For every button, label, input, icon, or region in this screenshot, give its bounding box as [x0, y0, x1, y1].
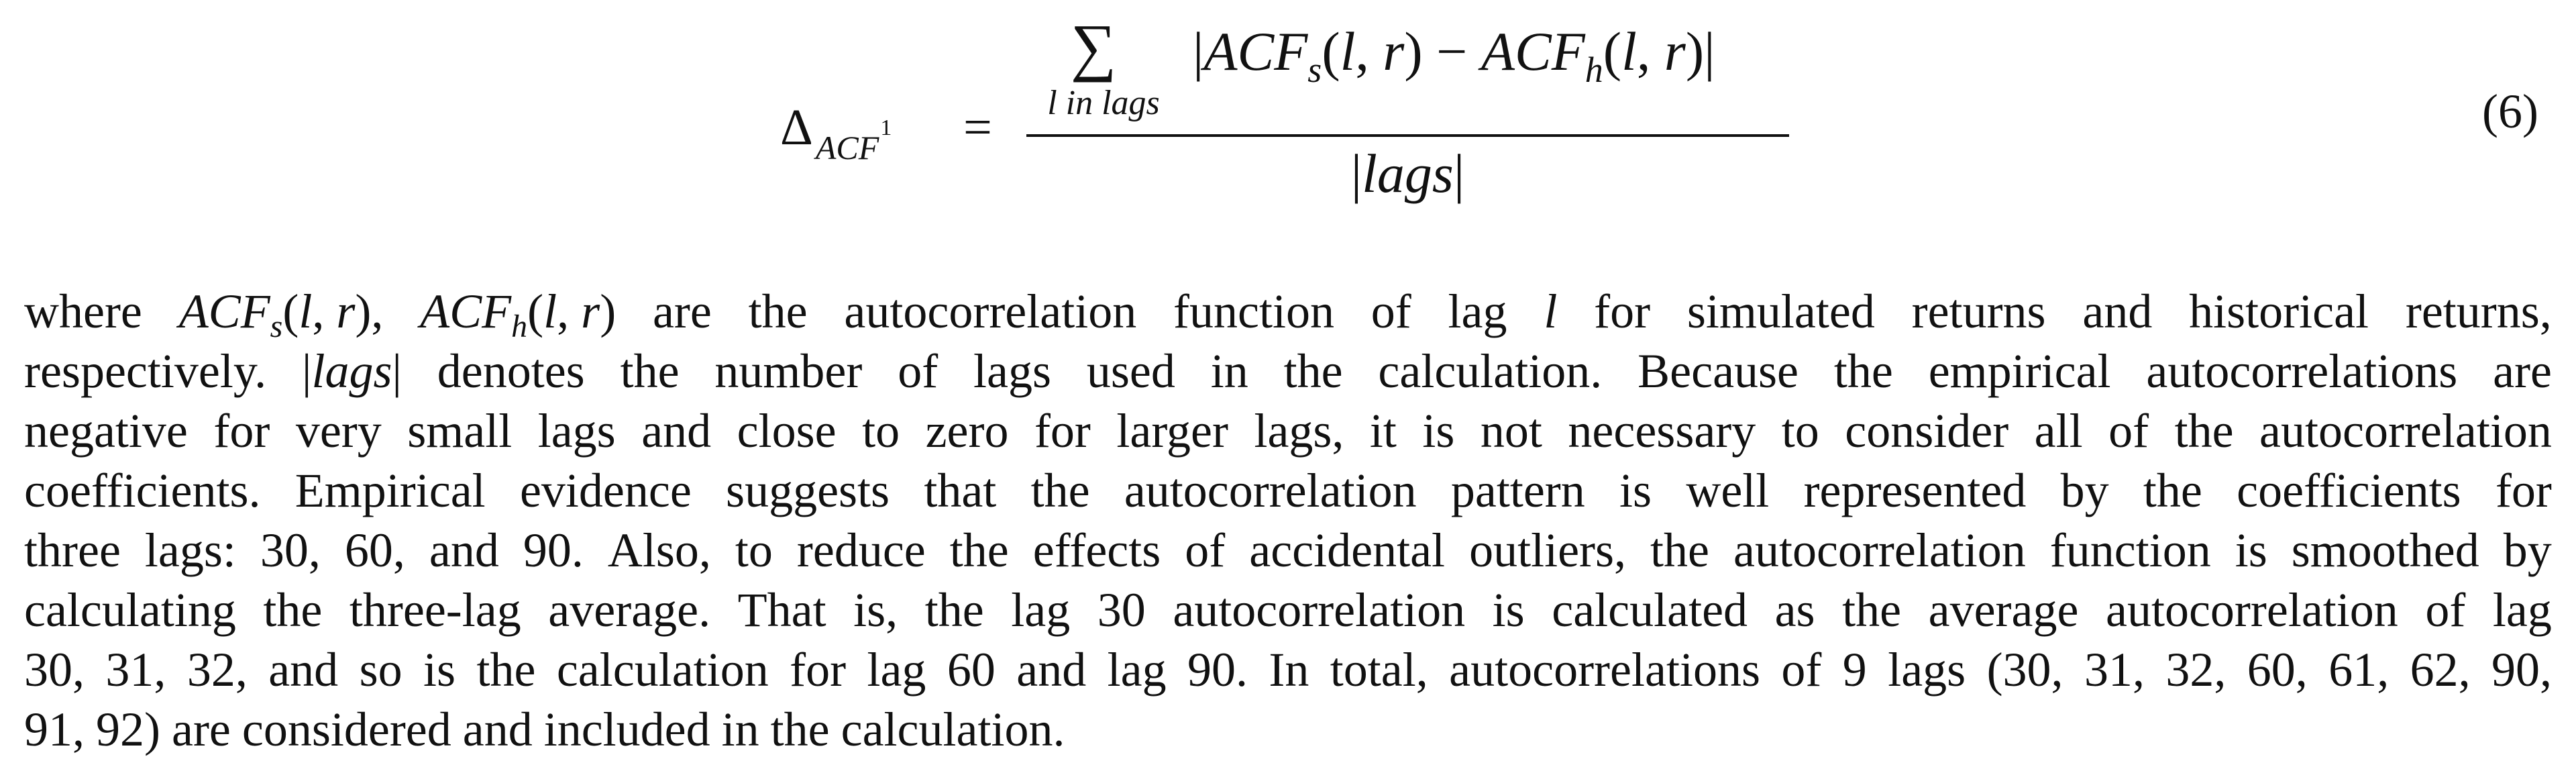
- word: calculation: [556, 643, 769, 697]
- word: the: [1030, 464, 1090, 517]
- inline-math: ACFs(l, r),: [178, 285, 384, 344]
- word: autocorrelations: [1449, 643, 1760, 697]
- word: smoothed: [2291, 523, 2479, 577]
- word: 32,: [2165, 643, 2226, 697]
- word: lags,: [1254, 404, 1344, 458]
- lhs-superscript: 1: [880, 115, 892, 140]
- fraction-denominator: |lags|: [1350, 143, 1465, 204]
- word: considered: [241, 703, 451, 756]
- word: Empirical: [294, 464, 486, 517]
- word: is: [423, 643, 456, 697]
- word: coefficients.: [24, 464, 261, 517]
- word: calculating: [24, 583, 236, 637]
- word: 9: [1842, 643, 1867, 697]
- paragraph-line: [24, 282, 2552, 342]
- word: autocorrelation: [844, 285, 1137, 338]
- word: and: [268, 643, 339, 697]
- paragraph-line: [24, 521, 2552, 580]
- inline-math: |lags|: [302, 344, 402, 398]
- word: historical: [2189, 285, 2369, 338]
- word: 90.: [523, 523, 584, 577]
- equation-lhs: [780, 99, 892, 166]
- word: autocorrelation: [2259, 404, 2552, 458]
- word: function: [1173, 285, 1334, 338]
- word: 32,: [186, 643, 248, 697]
- equation-6: [0, 0, 2576, 215]
- word: 31,: [105, 643, 166, 697]
- word: small: [407, 404, 513, 458]
- word: the: [949, 523, 1009, 577]
- word: for: [790, 643, 847, 697]
- word: close: [737, 404, 837, 458]
- word: for: [213, 404, 270, 458]
- word: 60: [947, 643, 996, 697]
- word: returns,: [2405, 285, 2552, 338]
- word: by: [2503, 523, 2552, 577]
- word: lag: [1448, 285, 1507, 338]
- word: 30: [1097, 583, 1146, 637]
- word: 60,: [2247, 643, 2308, 697]
- word: three-lag: [349, 583, 521, 637]
- word: and: [429, 523, 499, 577]
- word: the: [2174, 404, 2234, 458]
- word: and: [2082, 285, 2153, 338]
- word: the: [1842, 583, 1902, 637]
- paragraph-line: [24, 401, 2552, 461]
- word: 92): [96, 703, 160, 756]
- word: in: [1210, 344, 1248, 398]
- delta-symbol: Δ: [780, 99, 813, 156]
- word: accidental: [1249, 523, 1446, 577]
- word: 30,: [24, 643, 85, 697]
- word: well: [1686, 464, 1770, 517]
- word: effects: [1032, 523, 1161, 577]
- word: is: [1619, 464, 1652, 517]
- word: is: [1492, 583, 1525, 637]
- word: autocorrelation: [1733, 523, 2026, 577]
- inline-math: l: [1544, 285, 1558, 338]
- word: returns: [1911, 285, 2046, 338]
- word: and: [1016, 643, 1087, 697]
- word: autocorrelation: [1124, 464, 1417, 517]
- word: autocorrelations: [2146, 344, 2458, 398]
- word: (30,: [1986, 643, 2063, 697]
- word: the: [770, 703, 830, 756]
- word: autocorrelation: [1173, 583, 1466, 637]
- word: 90.: [1187, 643, 1248, 697]
- word: larger: [1116, 404, 1228, 458]
- word: total,: [1330, 643, 1428, 697]
- fraction-numerator: $|ACF_s(l$, $r) - ACF_h(l$, r)|: [1193, 21, 1715, 90]
- word: pattern: [1450, 464, 1585, 517]
- word: and: [641, 404, 712, 458]
- word: the: [263, 583, 323, 637]
- word: three: [24, 523, 121, 577]
- word: coefficients: [2237, 464, 2461, 517]
- equation-number: (6): [2482, 85, 2538, 138]
- word: autocorrelation: [2105, 583, 2398, 637]
- word: it: [1369, 404, 1397, 458]
- lhs-subscript: ACF: [815, 129, 879, 166]
- equals-sign: =: [963, 99, 992, 156]
- summation-symbol: ∑: [1070, 11, 1117, 83]
- word: simulated: [1686, 285, 1875, 338]
- word: for: [1594, 285, 1651, 338]
- word: Also,: [607, 523, 711, 577]
- word: for: [2495, 464, 2552, 517]
- word: lag: [2492, 583, 2552, 637]
- word: where: [24, 285, 142, 338]
- word: calculation.: [1378, 344, 1603, 398]
- word: as: [1774, 583, 1815, 637]
- word: 60,: [344, 523, 405, 577]
- word: is,: [853, 583, 898, 637]
- word: lag: [1011, 583, 1071, 637]
- word: necessary: [1568, 404, 1756, 458]
- word: empirical: [1928, 344, 2111, 398]
- word: negative: [24, 404, 188, 458]
- word: lag: [867, 643, 926, 697]
- word: 91,: [24, 703, 85, 756]
- word: calculation.: [841, 703, 1065, 756]
- word: Because: [1638, 344, 1799, 398]
- word: the: [748, 285, 808, 338]
- word: lags:: [144, 523, 236, 577]
- word: of: [1371, 285, 1411, 338]
- word: by: [2060, 464, 2109, 517]
- word: consider: [1845, 404, 2009, 458]
- word: the: [1833, 344, 1893, 398]
- word: the: [1650, 523, 1709, 577]
- word: of: [898, 344, 938, 398]
- word: suggests: [726, 464, 890, 517]
- word: evidence: [519, 464, 692, 517]
- word: function: [2049, 523, 2211, 577]
- word: is: [2235, 523, 2267, 577]
- body-paragraph: [24, 282, 2552, 760]
- word: 31,: [2084, 643, 2145, 697]
- word: of: [1781, 643, 1822, 697]
- word: lags: [1888, 643, 1966, 697]
- word: the: [620, 344, 680, 398]
- word: and: [462, 703, 533, 756]
- paragraph-line: [24, 342, 2552, 401]
- word: to: [1781, 404, 1819, 458]
- word: outliers,: [1469, 523, 1627, 577]
- word: average: [1928, 583, 2079, 637]
- word: to: [735, 523, 773, 577]
- word: zero: [925, 404, 1009, 458]
- word: are: [652, 285, 712, 338]
- word: lags: [537, 404, 616, 458]
- word: are: [171, 703, 231, 756]
- word: of: [2425, 583, 2466, 637]
- word: the: [924, 583, 984, 637]
- word: the: [476, 643, 536, 697]
- word: 90,: [2491, 643, 2552, 697]
- word: are: [2493, 344, 2552, 398]
- word: lag: [1107, 643, 1167, 697]
- word: very: [295, 404, 382, 458]
- word: of: [2108, 404, 2149, 458]
- word: respectively.: [24, 344, 267, 398]
- fraction-bar: [1026, 134, 1789, 137]
- paragraph-line: [24, 461, 2552, 521]
- word: lags: [973, 344, 1052, 398]
- word: is: [1422, 404, 1455, 458]
- word: That: [737, 583, 826, 637]
- word: included: [543, 703, 710, 756]
- word: for: [1034, 404, 1091, 458]
- word: not: [1480, 404, 1542, 458]
- word: 61,: [2328, 643, 2390, 697]
- word: all: [2034, 404, 2083, 458]
- word: average.: [548, 583, 711, 637]
- word: in: [721, 703, 759, 756]
- word: 62,: [2410, 643, 2471, 697]
- word: denotes: [437, 344, 585, 398]
- paragraph-line: [24, 580, 2552, 640]
- word: In: [1269, 643, 1309, 697]
- word: 30,: [260, 523, 321, 577]
- word: that: [924, 464, 997, 517]
- word: to: [862, 404, 900, 458]
- word: reduce: [796, 523, 926, 577]
- word: the: [1283, 344, 1343, 398]
- word: of: [1185, 523, 1226, 577]
- word: calculated: [1552, 583, 1748, 637]
- paragraph-line: [24, 640, 2552, 700]
- word: so: [359, 643, 402, 697]
- word: used: [1086, 344, 1175, 398]
- inline-math: ACFh(l, r): [420, 285, 616, 344]
- word: the: [2143, 464, 2202, 517]
- word: number: [714, 344, 863, 398]
- paragraph-line: [24, 700, 2552, 760]
- summation-limit: l in lags: [1047, 84, 1160, 122]
- word: represented: [1803, 464, 2027, 517]
